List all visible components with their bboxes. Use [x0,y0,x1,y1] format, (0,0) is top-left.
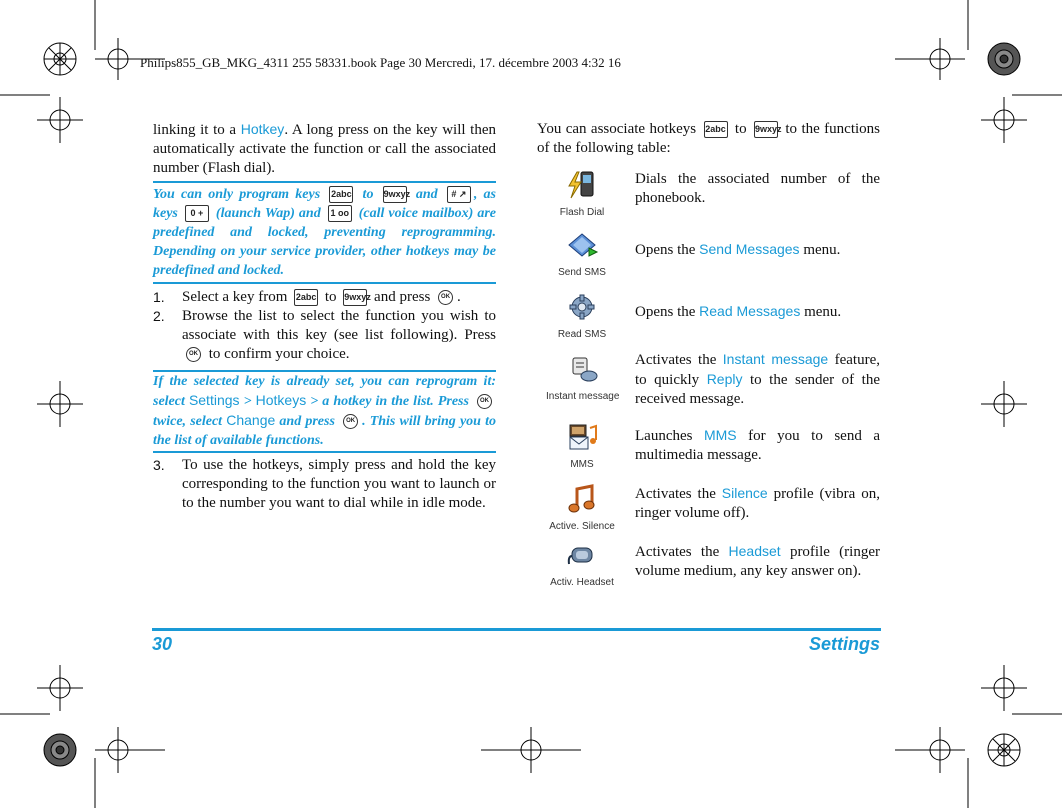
ok-key-icon: OK [477,394,492,409]
instant-message-icon [565,354,599,384]
note-rule-top [153,181,496,183]
function-desc: Opens the Send Messages menu. [635,241,841,258]
ok-key-icon: OK [186,347,201,362]
send-sms-icon [565,232,599,260]
function-desc: Activates the Instant message feature, to quickly Reply to the sender of the received message. [635,351,880,407]
change-term: Change [226,412,276,428]
key-0-icon: 0 + [185,205,209,222]
read-sms-icon [565,294,599,322]
key-9-icon: 9wxyz [383,186,407,203]
section-title: Settings [808,634,880,654]
note-hotkey-restrictions: You can only program keys 2abc to 9wxyz and # ↗ , as keys 0 + (launch Wap) and 1 oo (call voice mailbox) are predefined and locked, preventing reprogramming. Depending on your service provider, other hotkeys may be predefined and locked. [153,187,497,278]
mms-icon [565,422,599,452]
ok-key-icon: OK [438,290,453,305]
function-desc: Activates the Headset profile (ringer volume medium, any key answer on). [635,543,880,579]
right-intro: You can associate hotkeys 2abc to 9wxyz to the functions of the following table: [537,121,881,156]
function-desc: Activates the Silence profile (vibra on, ringer volume off). [635,485,880,521]
note-reprogram: If the selected key is already set, you can reprogram it: select Settings > Hotkeys > a hotkey in the list. Press OK twice, select Change and press OK . This will bring you to the list of available functions. [153,374,496,448]
key-hash-icon: # ↗ [447,186,471,203]
step-2: 2. Browse the list to select the function you wish to associate with this key (see list following). Press OK to confirm your choice. [153,308,496,362]
key-2-icon: 2abc [329,186,353,203]
step-1: 1. Select a key from 2abc to 9wxyz and press OK . [153,289,461,305]
ok-key-icon: OK [343,414,358,429]
function-desc: Dials the associated number of the phonebook. [635,171,880,206]
page-number: 30 [152,634,173,654]
key-9-icon: 9wxyz [754,121,778,138]
note-rule-bottom [153,282,496,284]
intro-paragraph: linking it to a Hotkey. A long press on the key will then automatically activate the function or call the associated number (Flash dial). [153,121,496,176]
footer-rule [152,628,881,631]
silence-note-icon [565,484,599,514]
headset-icon [565,542,599,570]
flash-dial-icon [565,170,599,200]
key-2-icon: 2abc [294,289,318,306]
note2-rule-bottom [153,451,496,453]
function-desc: Opens the Read Messages menu. [635,303,842,320]
function-desc: Launches MMS for you to send a multimedia message. [635,427,880,463]
key-9-icon: 9wxyz [343,289,367,306]
hotkey-term: Hotkey [240,121,285,137]
hotkeys-term: Hotkeys [255,392,307,408]
file-header: Philips855_GB_MKG_4311 255 58331.book Page 30 Mercredi, 17. décembre 2003 4:32 16 [140,55,621,70]
settings-term: Settings [188,392,240,408]
key-1-icon: 1 oo [328,205,352,222]
step-3: 3. To use the hotkeys, simply press and hold the key corresponding to the function you want to launch or to the number you want to dial while in idle mode. [153,457,496,511]
key-2-icon: 2abc [704,121,728,138]
